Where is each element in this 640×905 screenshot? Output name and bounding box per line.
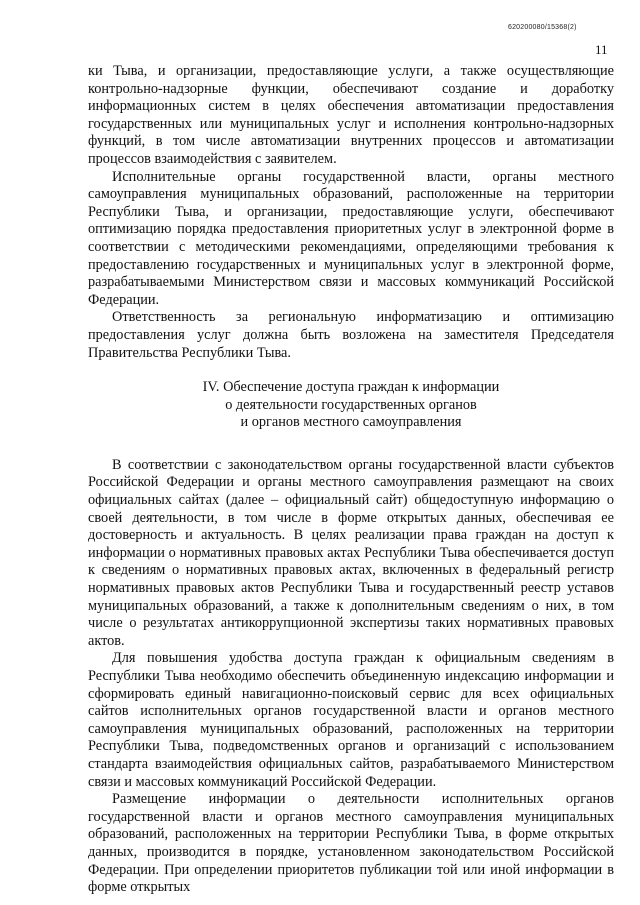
paragraph: ки Тыва, и организации, предоставляющие услуги, а также осуществляющие контрольно-надзорные функции, обеспечивают создание и доработку информационных систем в целях обеспечения автоматизации предоставления государственных или муниципальных услуг и исполнения контрольно-надзорных функций, в том числе автоматизации внутренних процессов и автоматизации процессов взаимодействия с заявителем. bbox=[88, 63, 614, 167]
document-code: 620200080/15368(2) bbox=[508, 24, 577, 31]
paragraph: Для повышения удобства доступа граждан к официальным сведениям в Республики Тыва необходимо обеспечить объединенную индексацию информации и сформировать единый навигационно-поисковый сервис для всех официальных сайтов исполнительных органов государственной власти и органов местного самоуправления муниципальных образований, расположенных на территории Республики Тыва, подведомственных органов и организаций с использованием стандарта взаимодействия официальных сайтов, разрабатываемого Министерством связи и массовых коммуникаций Российской Федерации. bbox=[88, 650, 614, 790]
section-heading-line: IV. Обеспечение доступа граждан к информации bbox=[202, 379, 500, 396]
section-heading-line: и органов местного самоуправления bbox=[240, 414, 462, 431]
document-body bbox=[88, 63, 614, 897]
paragraph: Ответственность за региональную информатизацию и оптимизацию предоставления услуг должна быть возложена на заместителя Председателя Правительства Республики Тыва. bbox=[88, 309, 614, 361]
paragraph: В соответствии с законодательством органы государственной власти субъектов Российской Федерации и органы местного самоуправления размещают на своих официальных сайтах (далее – официальный сайт) общедоступную информацию о своей деятельности, в том числе в форме открытых данных, обеспечивая ее достоверность и актуальность. В целях реализации права граждан на доступ к информации о нормативных правовых актах Республики Тыва обеспечивается доступ к сведениям о нормативных правовых актах, включенных в федеральный регистр нормативных правовых актов Республики Тыва и государственный реестр уставов муниципальных образований, а также к дополнительным сведениям о них, в том числе о результатах антикоррупционной экспертизы таких нормативных правовых актов. bbox=[88, 456, 614, 649]
page-number: 11 bbox=[595, 42, 608, 57]
section-heading-line: о деятельности государственных органов bbox=[225, 396, 477, 413]
paragraph: Исполнительные органы государственной власти, органы местного самоуправления муниципальных образований, расположенные на территории Республики Тыва, и организации, предоставляющие услуги, обеспечивают оптимизацию порядка предоставления приоритетных услуг в электронной форме в соответствии с методическими рекомендациями, определяющими требования к предоставлению государственных и муниципальных услуг в электронной форме, разрабатываемыми Министерством связи и массовых коммуникаций Российской Федерации. bbox=[88, 168, 614, 308]
paragraph: Размещение информации о деятельности исполнительных органов государственной власти и органов местного самоуправления муниципальных образований, расположенных на территории Республики Тыва, в форме открытых данных, производится в порядке, установленном законодательством Российской Федерации. При определении приоритетов публикации той или иной информации в форме открытых bbox=[88, 791, 614, 896]
section-heading bbox=[88, 379, 614, 432]
